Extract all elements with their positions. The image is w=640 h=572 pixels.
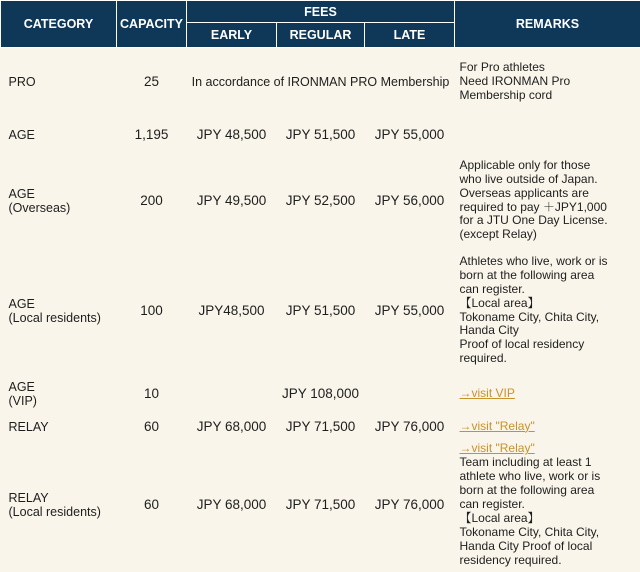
category-sublabel: (Local residents) [9, 505, 117, 519]
table-row [1, 373, 640, 415]
remark-line: required to pay ＋JPY1,000 [460, 201, 640, 215]
category-label: AGE [9, 128, 35, 142]
category-cell [1, 373, 117, 415]
remark-line: Membership cord [460, 89, 640, 103]
regular-fee-cell: JPY 108,000 [277, 373, 365, 415]
remark-line: Tokoname City, Chita City, [460, 311, 640, 325]
remarks-cell [455, 48, 640, 117]
remark-line: athlete who live, work or is [460, 470, 640, 484]
capacity-cell: 200 [117, 153, 187, 249]
regular-fee-cell: JPY 71,500 [277, 439, 365, 572]
late-fee-cell: JPY 55,000 [365, 117, 455, 153]
header-fees: FEES [187, 1, 455, 23]
late-fee-cell: JPY 56,000 [365, 153, 455, 249]
category-label: AGE [9, 380, 117, 394]
remark-line: for a JTU One Day License. [460, 214, 640, 228]
category-label: RELAY [9, 420, 49, 434]
remarks-cell [455, 415, 640, 439]
early-fee-cell [187, 373, 277, 415]
remark-line: can register. [460, 283, 640, 297]
visit-relay-link[interactable]: →visit "Relay" [460, 420, 640, 434]
remark-line: Handa City [460, 324, 640, 338]
capacity-cell: 25 [117, 48, 187, 117]
early-fee-cell: JPY48,500 [187, 249, 277, 373]
category-cell [1, 153, 117, 249]
category-label: RELAY [9, 491, 117, 505]
remark-line: Need IRONMAN Pro [460, 75, 640, 89]
regular-fee-cell: JPY 71,500 [277, 415, 365, 439]
header-regular-label: REGULAR [290, 28, 352, 42]
remarks-cell [455, 373, 640, 415]
remark-line: Proof of local residency [460, 338, 640, 352]
header-category: CATEGORY [1, 1, 117, 48]
header-late-label: LATE [394, 28, 426, 42]
table-row [1, 117, 640, 153]
regular-fee-cell: JPY 51,500 [277, 249, 365, 373]
capacity-cell: 10 [117, 373, 187, 415]
early-fee-cell: JPY 48,500 [187, 117, 277, 153]
late-fee-cell: JPY 76,000 [365, 439, 455, 572]
table-row [1, 439, 640, 572]
category-cell [1, 117, 117, 153]
header-late [365, 23, 455, 48]
remark-line: required. [460, 352, 640, 366]
header-regular [277, 23, 365, 48]
remark-line: Team including at least 1 [460, 456, 640, 470]
remark-line: who live outside of Japan. [460, 173, 640, 187]
header-early [187, 23, 277, 48]
early-fee-cell: JPY 49,500 [187, 153, 277, 249]
remarks-cell [455, 153, 640, 249]
remark-line: (except Relay) [460, 228, 640, 242]
remarks-cell [455, 439, 640, 572]
capacity-cell: 1,195 [117, 117, 187, 153]
table-row [1, 415, 640, 439]
remark-line: Handa City Proof of local [460, 540, 640, 554]
table-row [1, 48, 640, 117]
capacity-cell: 100 [117, 249, 187, 373]
remarks-cell [455, 249, 640, 373]
late-fee-cell [365, 373, 455, 415]
regular-fee-cell: JPY 51,500 [277, 117, 365, 153]
visit-vip-link[interactable]: →visit VIP [460, 387, 640, 401]
category-sublabel: (Overseas) [9, 201, 117, 215]
visit-relay-link[interactable]: →visit "Relay" [460, 442, 640, 456]
regular-fee-cell: JPY 52,500 [277, 153, 365, 249]
table-header [1, 1, 640, 48]
table-row [1, 249, 640, 373]
category-cell [1, 249, 117, 373]
header-remarks: REMARKS [455, 1, 640, 48]
remark-line: Applicable only for those [460, 159, 640, 173]
category-cell [1, 415, 117, 439]
remark-line: Athletes who live, work or is [460, 255, 640, 269]
late-fee-cell: JPY 55,000 [365, 249, 455, 373]
capacity-cell: 60 [117, 439, 187, 572]
remark-line: 【Local area】 [460, 297, 640, 311]
category-sublabel: (VIP) [9, 394, 117, 408]
fee-note-cell: In accordance of IRONMAN PRO Membership [187, 48, 455, 117]
category-label: AGE [9, 297, 117, 311]
category-cell [1, 48, 117, 117]
remark-line: For Pro athletes [460, 61, 640, 75]
remark-line: born at the following area [460, 484, 640, 498]
category-label: PRO [9, 75, 36, 89]
category-sublabel: (Local residents) [9, 311, 117, 325]
remark-line: can register. [460, 498, 640, 512]
header-early-label: EARLY [211, 28, 252, 42]
early-fee-cell: JPY 68,000 [187, 439, 277, 572]
category-cell [1, 439, 117, 572]
remark-line: 【Local area】 [460, 512, 640, 526]
capacity-cell: 60 [117, 415, 187, 439]
category-label: AGE [9, 187, 117, 201]
remark-line: born at the following area [460, 269, 640, 283]
remark-line: Tokoname City, Chita City, [460, 526, 640, 540]
table-row [1, 153, 640, 249]
early-fee-cell: JPY 68,000 [187, 415, 277, 439]
remark-line: Overseas applicants are [460, 187, 640, 201]
late-fee-cell: JPY 76,000 [365, 415, 455, 439]
table-body [1, 48, 640, 572]
remark-line: residency required. [460, 554, 640, 568]
remarks-cell [455, 117, 640, 153]
header-capacity: CAPACITY [117, 1, 187, 48]
